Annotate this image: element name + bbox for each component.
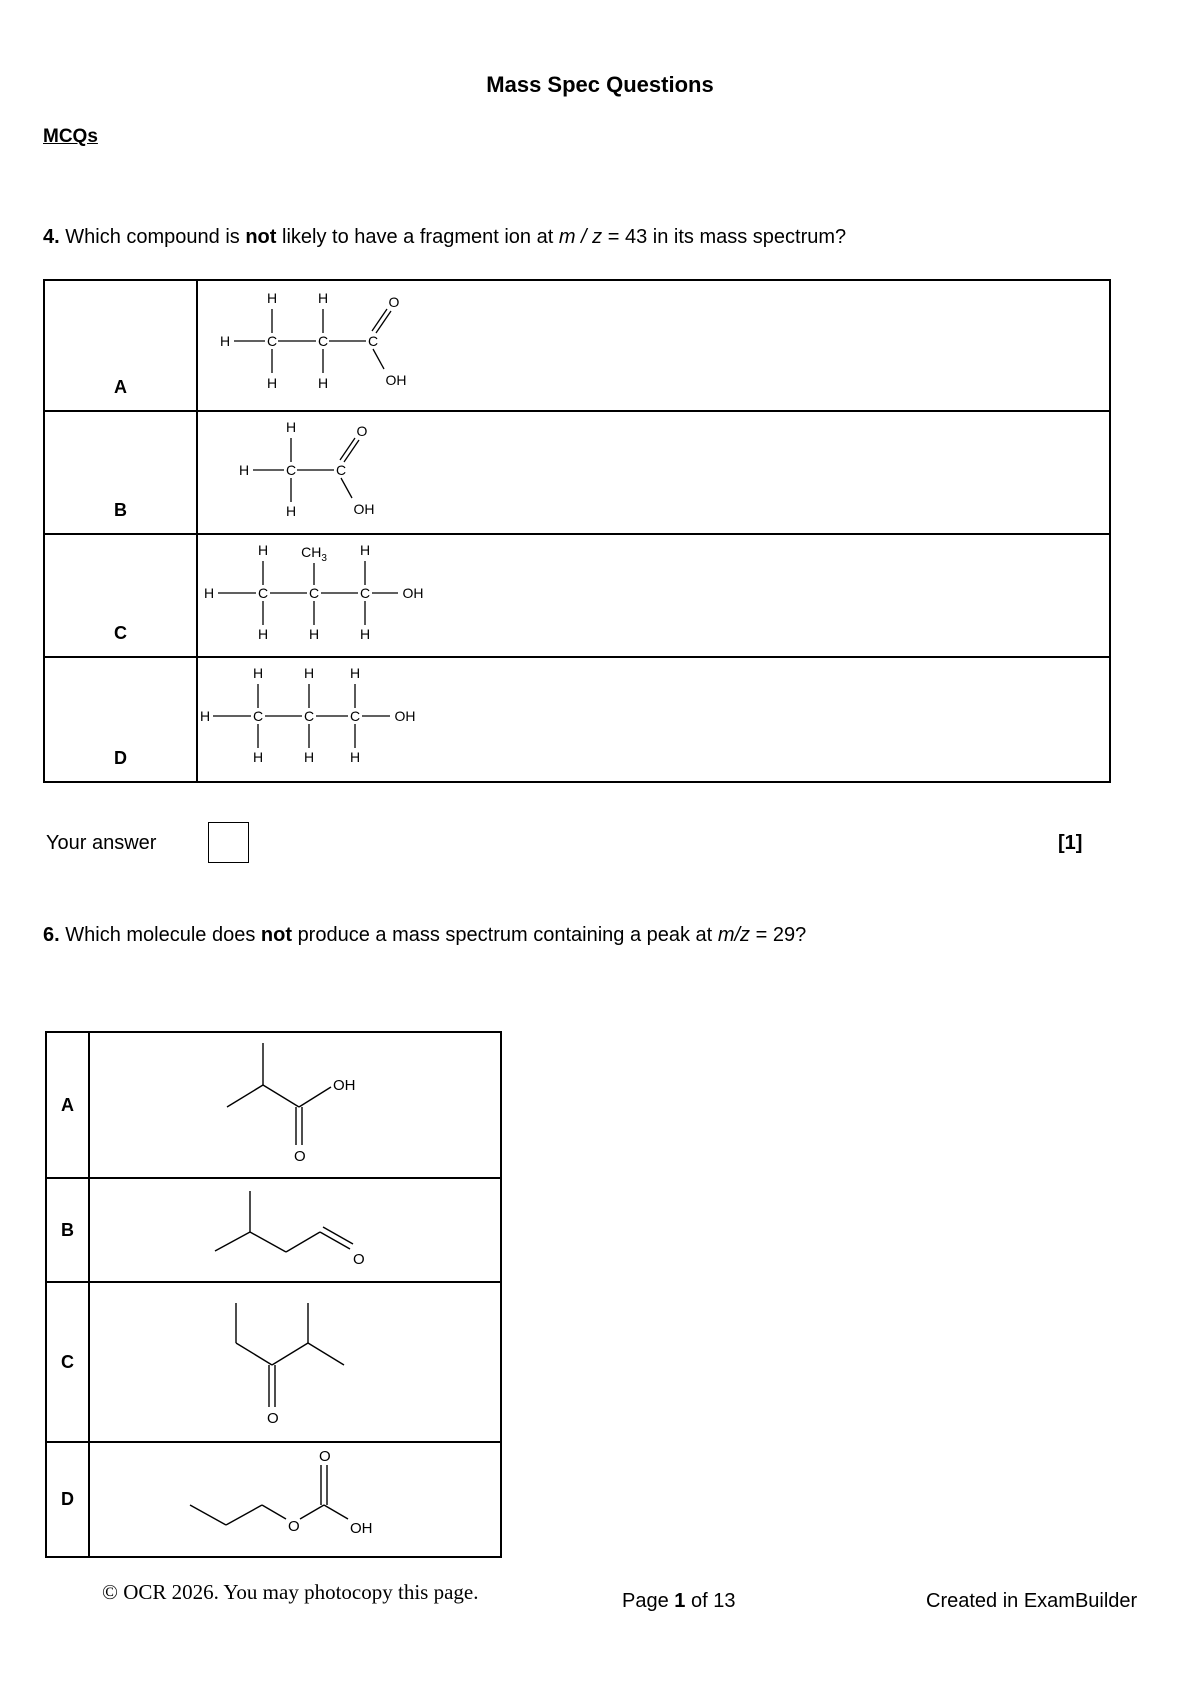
methylpentanone-skeletal (90, 1283, 500, 1436)
atom-label: H (238, 462, 250, 478)
atom-label: H (252, 749, 264, 765)
atom-label: OH (402, 585, 424, 601)
question-number: 6. (43, 924, 60, 946)
option-letter: A (44, 280, 197, 411)
atom-label: OH (385, 372, 407, 388)
atom-label: H (266, 375, 278, 391)
atom-label: O (388, 294, 400, 310)
methyl-group-label: $CH_3$ (301, 544, 327, 564)
your-answer-label: Your answer (46, 832, 157, 854)
mz-symbol: m / z (558, 226, 603, 248)
answer-box[interactable] (208, 822, 249, 863)
propyl-hydrogen-carbonate-skeletal (90, 1443, 500, 1551)
option-letter: C (44, 534, 197, 657)
atom-label: C (349, 708, 361, 724)
atom-label: H (359, 542, 371, 558)
atom-label: H (257, 542, 269, 558)
atom-label: C (308, 585, 320, 601)
q6-options-table (45, 1031, 502, 1558)
option-row-d (44, 657, 1110, 782)
option-row-d (46, 1442, 501, 1557)
option-row-c (46, 1282, 501, 1442)
ethanoic-acid-structure (198, 412, 458, 528)
atom-label: O (288, 1518, 300, 1535)
atom-label: C (303, 708, 315, 724)
atom-label: O (294, 1148, 306, 1165)
question-number: 4. (43, 226, 60, 248)
option-letter: A (46, 1032, 89, 1178)
atom-label: H (349, 665, 361, 681)
option-row-b (44, 411, 1110, 534)
question-4: 4. Which compound is not likely to have a fragment ion at m / z = 43 in its mass spectrum? (43, 226, 847, 248)
page-title: Mass Spec Questions (486, 72, 714, 97)
option-row-c (44, 534, 1110, 657)
atom-label: C (285, 462, 297, 478)
atom-label: C (317, 333, 329, 349)
atom-label: H (285, 503, 297, 519)
structure-cell (89, 1442, 501, 1557)
atom-label: C (335, 462, 347, 478)
footer-created-in: Created in ExamBuilder (926, 1590, 1138, 1612)
methylpropanoic-acid-skeletal (90, 1033, 500, 1172)
atom-label: O (353, 1251, 365, 1268)
atom-label: O (267, 1410, 279, 1427)
structure-cell (89, 1178, 501, 1282)
option-letter: B (46, 1178, 89, 1282)
atom-label: H (252, 665, 264, 681)
atom-label: H (219, 333, 231, 349)
atom-label: C (359, 585, 371, 601)
structure-cell (197, 411, 1110, 534)
atom-label: O (356, 423, 368, 439)
q4-options-table (43, 279, 1111, 783)
section-heading: MCQs (43, 126, 98, 147)
emphasis-not: not (260, 924, 292, 946)
footer-page-number: Page 1 of 13 (622, 1590, 736, 1612)
atom-label: H (359, 626, 371, 642)
atom-label: C (252, 708, 264, 724)
atom-label: H (317, 290, 329, 306)
option-letter: B (44, 411, 197, 534)
option-row-b (46, 1178, 501, 1282)
atom-label: H (203, 585, 215, 601)
option-row-a (46, 1032, 501, 1178)
atom-label: H (303, 749, 315, 765)
structure-cell (89, 1282, 501, 1442)
atom-label: H (199, 708, 211, 724)
methylbutanal-skeletal (90, 1179, 500, 1276)
atom-label: H (308, 626, 320, 642)
structure-cell (89, 1032, 501, 1178)
atom-label: C (257, 585, 269, 601)
atom-label: H (285, 419, 297, 435)
option-row-a (44, 280, 1110, 411)
footer-copyright: © OCR 2026. You may photocopy this page. (102, 1580, 479, 1604)
option-letter: C (46, 1282, 89, 1442)
atom-label: OH (353, 501, 375, 517)
emphasis-not: not (245, 226, 277, 248)
question-6: 6. Which molecule does not produce a mass spectrum containing a peak at m/z = 29? (43, 924, 807, 946)
option-letter: D (46, 1442, 89, 1557)
atom-label: OH (350, 1520, 373, 1537)
structure-cell (197, 280, 1110, 411)
propanoic-acid-structure (198, 281, 458, 405)
atom-label: OH (333, 1077, 356, 1094)
mz-symbol: m/z (717, 924, 751, 946)
propanol-structure (198, 658, 458, 776)
atom-label: H (303, 665, 315, 681)
atom-label: C (367, 333, 379, 349)
atom-label: H (257, 626, 269, 642)
atom-label: H (349, 749, 361, 765)
atom-label: OH (394, 708, 416, 724)
methylpropanol-structure (198, 535, 458, 651)
atom-label: H (266, 290, 278, 306)
atom-label: H (317, 375, 329, 391)
marks-label: [1] (1058, 832, 1083, 854)
option-letter: D (44, 657, 197, 782)
atom-label: O (319, 1448, 331, 1465)
structure-cell (197, 534, 1110, 657)
structure-cell (197, 657, 1110, 782)
atom-label: C (266, 333, 278, 349)
